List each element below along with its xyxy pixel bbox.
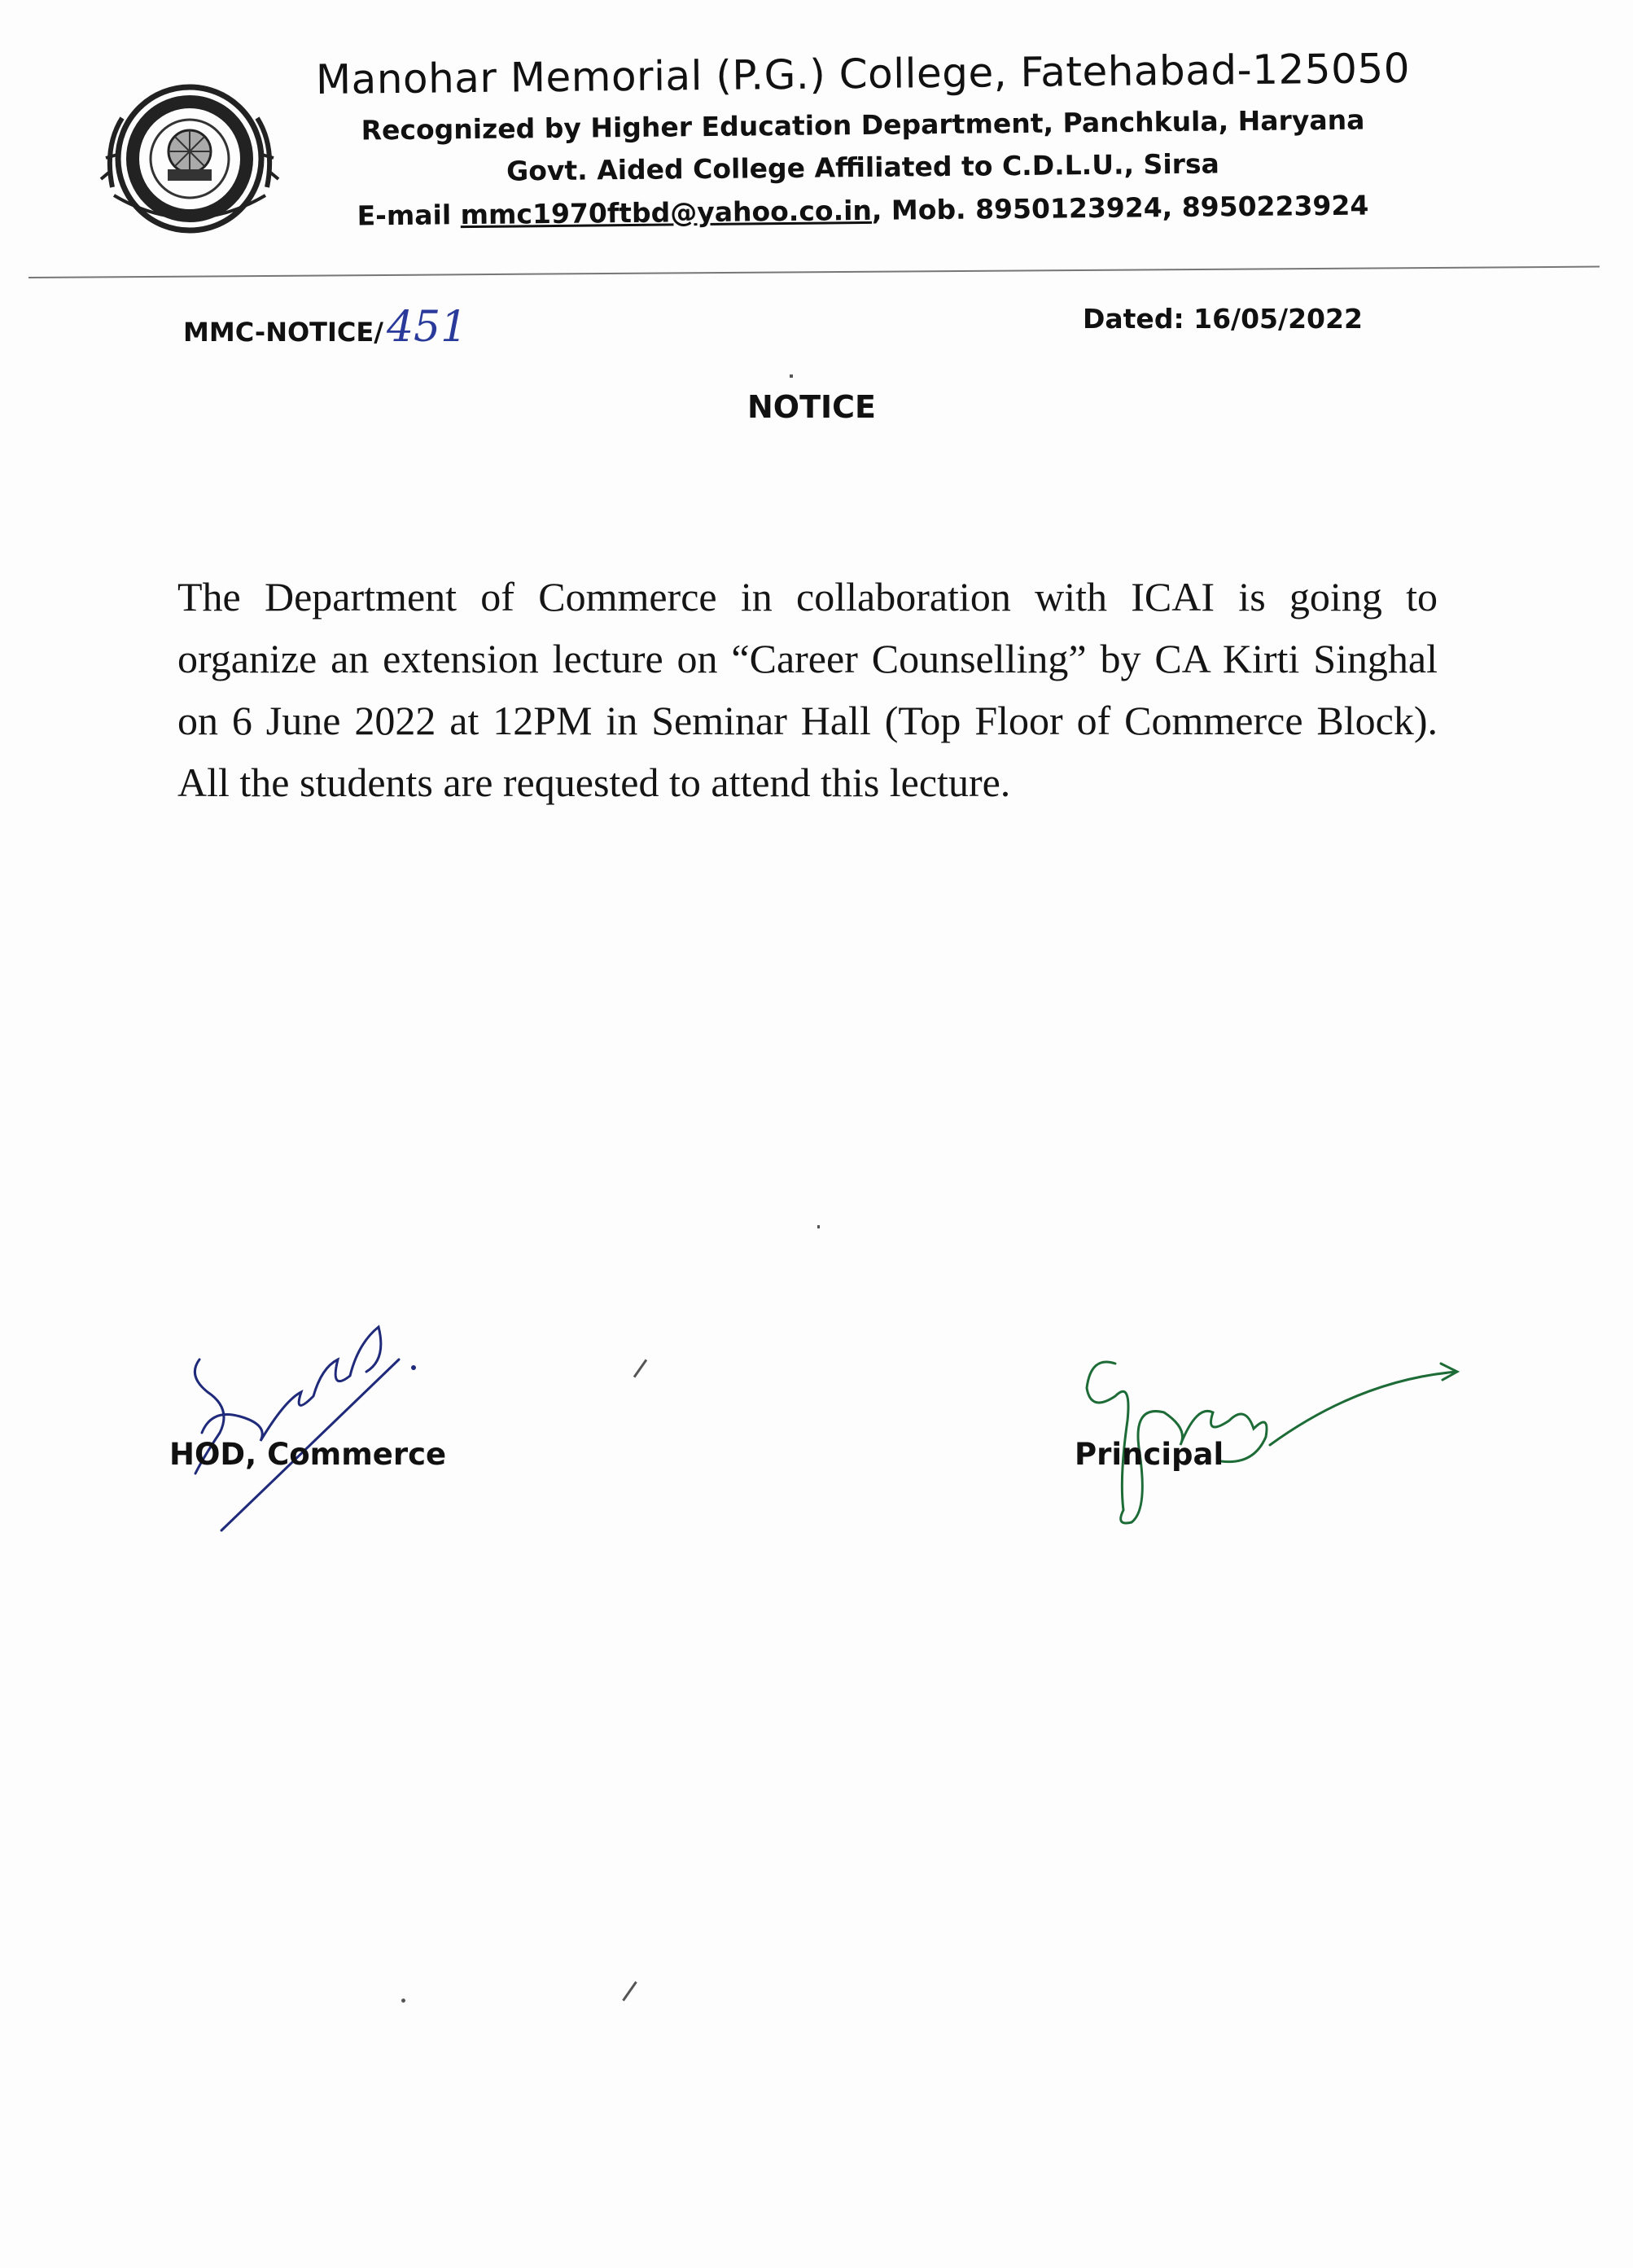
notice-date: Dated: 16/05/2022 (1083, 303, 1363, 335)
notice-body: The Department of Commerce in collaboration with ICAI is going to organize an extension lecture on “Career Counselling” by CA Kirti Singhal on 6 June 2022 at 12PM in Seminar Hall (Top Floor of Commerce Block). All the students are requested to attend this lecture. (177, 574, 1438, 805)
scan-speck (401, 1999, 405, 2003)
hod-signature-icon (163, 1311, 456, 1547)
header-divider (28, 266, 1600, 278)
notice-title: NOTICE (747, 389, 877, 425)
principal-label: Principal (1075, 1437, 1224, 1472)
principal-signature-icon (1050, 1323, 1473, 1535)
recognition-line: Recognized by Higher Education Department, Panchkula, Haryana (361, 103, 1365, 146)
college-seal-icon (96, 73, 283, 244)
scan-speck (633, 1359, 647, 1377)
hod-commerce-label: HOD, Commerce (169, 1437, 447, 1472)
notice-reference (183, 303, 467, 352)
college-name: Manohar Memorial (P.G.) College, Fatehabad-125050 (315, 44, 1411, 104)
scan-speck (817, 1225, 820, 1228)
email-label: E-mail (357, 199, 461, 232)
reference-number: 451 (386, 303, 468, 352)
contact-line (293, 188, 1433, 235)
scan-speck (790, 374, 793, 378)
email-address: mmc1970ftbd@yahoo.co.in (460, 195, 873, 231)
letterhead (293, 44, 1433, 232)
scan-speck (622, 1981, 637, 2002)
affiliation-line: Govt. Aided College Affiliated to C.D.L.U., Sirsa (506, 147, 1220, 187)
mobile-numbers: , Mob. 8950123924, 8950223924 (871, 189, 1369, 227)
reference-prefix: MMC-NOTICE/ (183, 317, 383, 348)
